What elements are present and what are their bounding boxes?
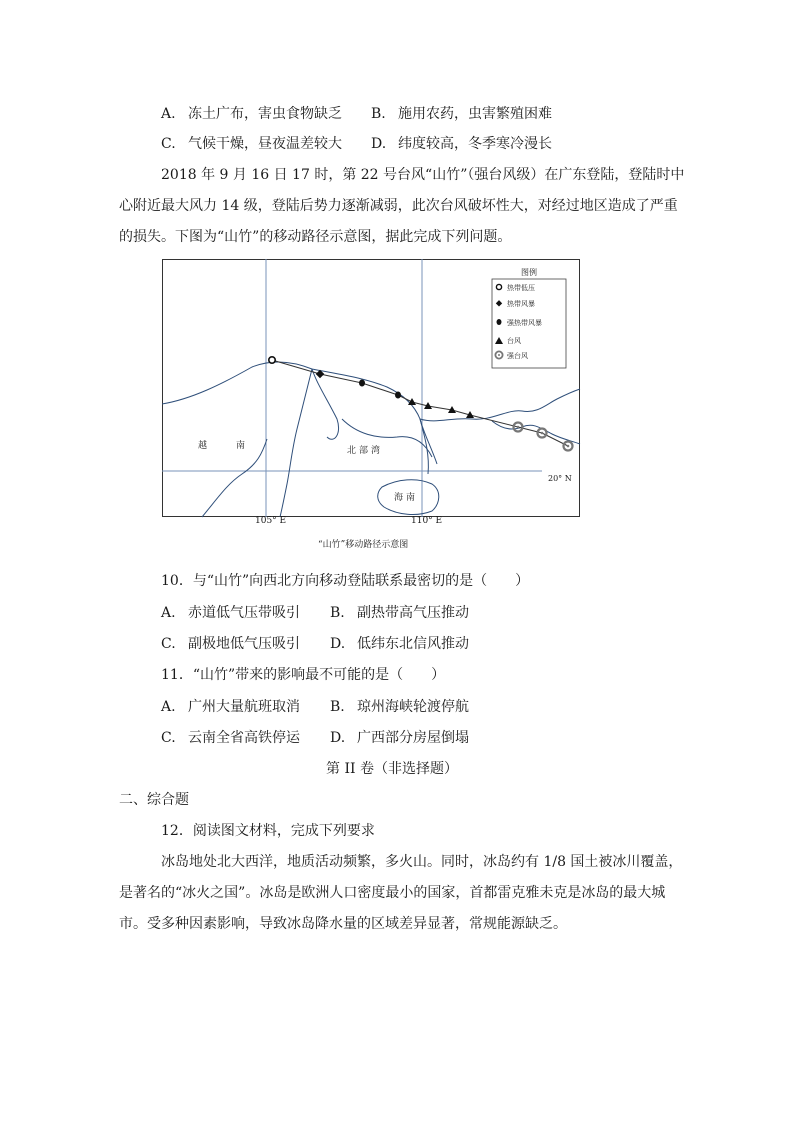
label-hainan: 海南 <box>394 493 419 503</box>
option-text: 气候干燥，昼夜温差较大 <box>188 136 342 152</box>
option-key: A. <box>161 699 176 715</box>
option-key: C. <box>161 636 176 652</box>
label-lon-110e: 110° E <box>411 516 443 526</box>
label-gulf: 北部湾 <box>347 446 384 456</box>
option-key: C. <box>161 730 176 746</box>
legend-item: 热带风暴 <box>507 300 535 308</box>
option-key: B. <box>371 106 386 122</box>
option-text: 纬度较高，冬季寒冷漫长 <box>398 136 552 152</box>
material-line: 是著名的“冰火之国”。冰岛是欧洲人口密度最小的国家，首都雷克雅未克是冰岛的最大城 <box>119 885 666 901</box>
legend-item: 强台风 <box>507 352 528 360</box>
option-text: 赤道低气压带吸引 <box>188 605 300 621</box>
section-heading: 二、综合题 <box>119 792 189 808</box>
option-text: 琼州海峡轮渡停航 <box>357 699 469 715</box>
option-text: 低纬东北信风推动 <box>357 636 469 652</box>
option-key: C. <box>161 136 176 152</box>
legend-item: 强热带风暴 <box>507 319 542 327</box>
label-lon-105e: 105° E <box>255 516 287 526</box>
legend-item: 热带低压 <box>507 284 535 292</box>
option-key: A. <box>161 106 176 122</box>
question-stem: 12．阅读图文材料，完成下列要求 <box>161 823 375 839</box>
question-stem: 11．“山竹”带来的影响最不可能的是（ ） <box>161 667 446 683</box>
legend-severe-storm-icon <box>497 319 502 325</box>
map-legend <box>492 267 566 368</box>
typhoon-track-map <box>162 259 582 521</box>
marker-tropical-depression <box>269 357 275 363</box>
marker-severe-tropical-storm <box>395 392 401 399</box>
option-text: 云南全省高铁停运 <box>188 730 300 746</box>
label-lat-20n: 20° N <box>548 474 572 483</box>
material-line: 市。受多种因素影响，导致冰岛降水量的区域差异显著，常规能源缺乏。 <box>119 916 567 932</box>
option-text: 广州大量航班取消 <box>188 699 300 715</box>
label-vietnam-2: 南 <box>236 441 246 451</box>
option-key: D. <box>330 730 346 746</box>
option-key: A. <box>161 605 176 621</box>
intro-line: 的损失。下图为“山竹”的移动路径示意图，据此完成下列问题。 <box>119 229 512 245</box>
section-title: 第 II 卷（非选择题） <box>326 761 458 777</box>
option-key: B. <box>330 605 345 621</box>
option-text: 副热带高气压推动 <box>357 605 469 621</box>
legend-item: 台风 <box>507 337 521 345</box>
legend-title: 图例 <box>521 268 537 277</box>
question-stem: 10．与“山竹”向西北方向移动登陆联系最密切的是（ ） <box>161 573 530 589</box>
marker-severe-tropical-storm <box>359 380 365 387</box>
option-key: B. <box>330 699 345 715</box>
option-key: D. <box>330 636 346 652</box>
option-text: 副极地低气压吸引 <box>188 636 300 652</box>
option-text: 广西部分房屋倒塌 <box>357 730 469 746</box>
option-text: 施用农药，虫害繁殖困难 <box>398 106 552 122</box>
intro-line: 2018 年 9 月 16 日 17 时，第 22 号台风“山竹”（强台风级）在广东登陆，登陆时中 <box>161 167 685 183</box>
option-key: D. <box>371 136 387 152</box>
option-text: 冻土广布，害虫食物缺乏 <box>188 106 342 122</box>
intro-line: 心附近最大风力 14 级，登陆后势力逐渐减弱，此次台风破坏性大，对经过地区造成了严重 <box>119 198 678 214</box>
legend-depression-icon <box>496 284 501 289</box>
material-line: 冰岛地处北大西洋，地质活动频繁，多火山。同时，冰岛约有 1/8 国土被冰川覆盖， <box>161 854 683 870</box>
map-caption: “山竹”移动路径示意图 <box>318 540 409 550</box>
label-vietnam-1: 越 <box>198 441 208 451</box>
